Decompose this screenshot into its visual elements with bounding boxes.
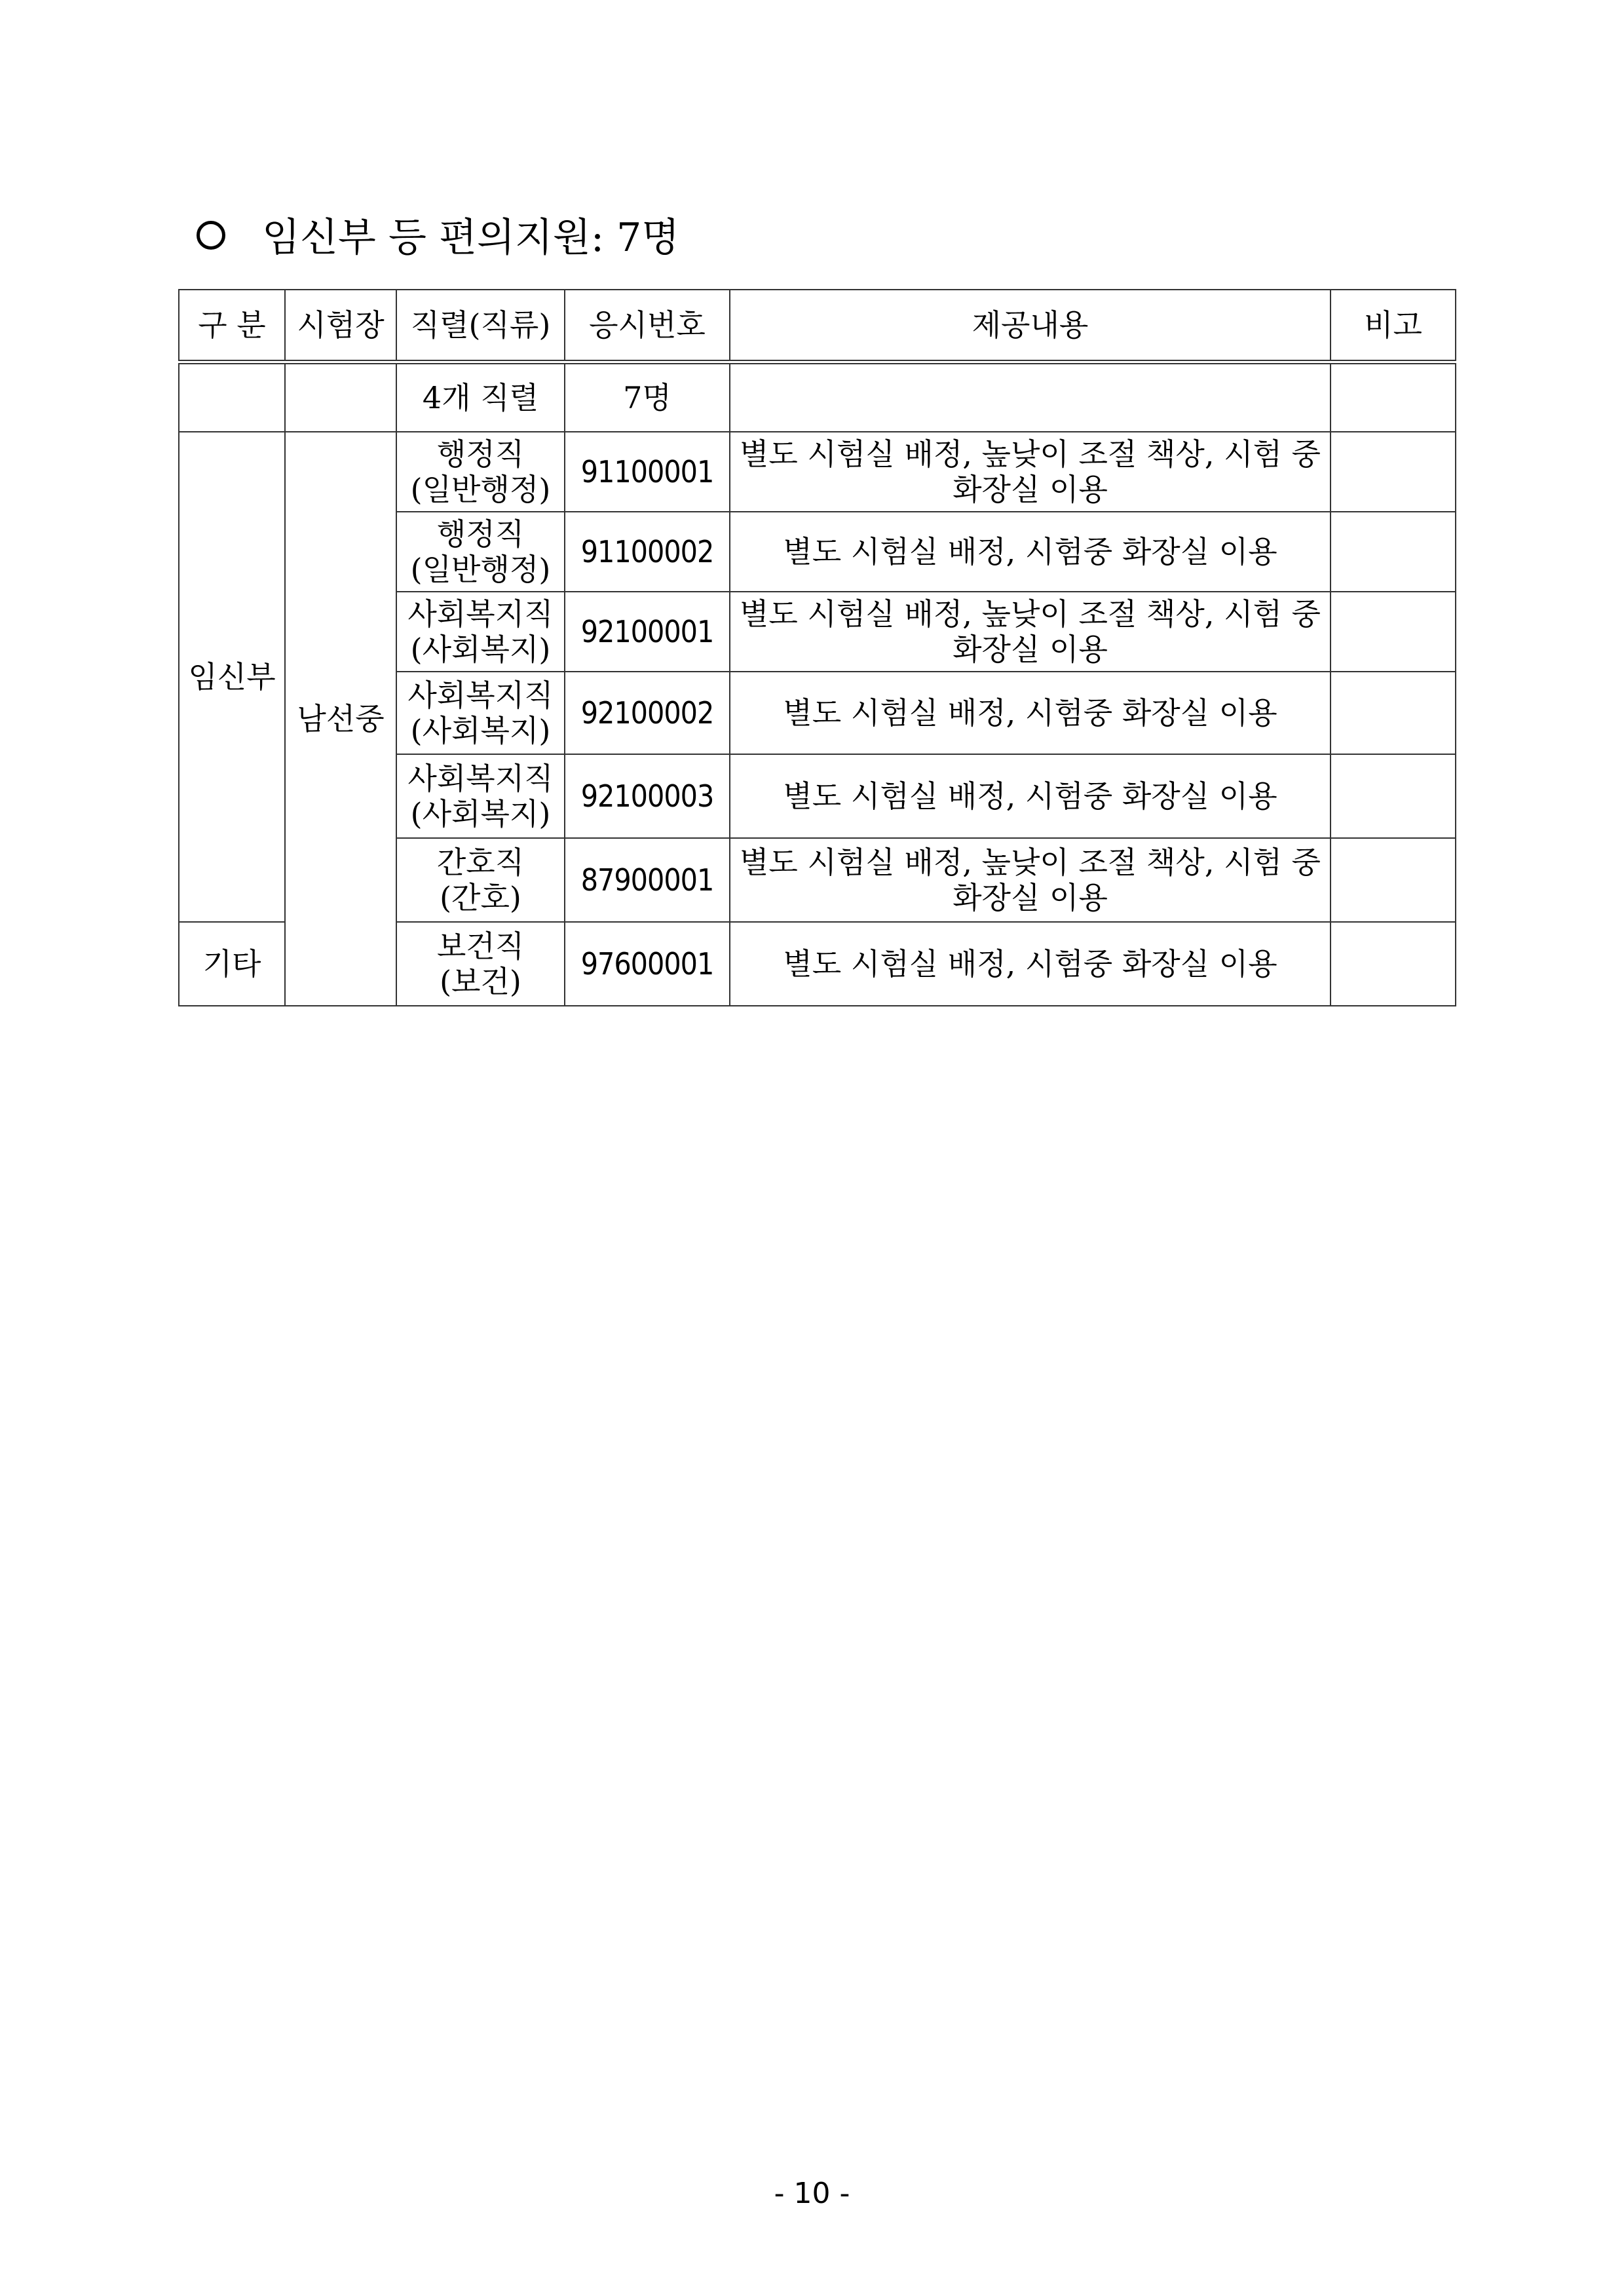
row-content: 별도 시험실 배정, 높낮이 조절 책상, 시험 중 화장실 이용 xyxy=(730,838,1331,922)
row-exam-number: 91100001 xyxy=(565,432,730,512)
row-note xyxy=(1331,754,1456,838)
group-other: 기타 xyxy=(179,922,285,1006)
header-content: 제공내용 xyxy=(730,290,1331,362)
row-exam-number: 92100003 xyxy=(565,754,730,838)
summary-site xyxy=(285,362,396,432)
row-exam-number: 92100001 xyxy=(565,592,730,672)
header-site: 시험장 xyxy=(285,290,396,362)
row-exam-number: 91100002 xyxy=(565,512,730,592)
row-note xyxy=(1331,672,1456,754)
summary-series: 4개 직렬 xyxy=(396,362,565,432)
row-exam-number: 87900001 xyxy=(565,838,730,922)
header-note: 비고 xyxy=(1331,290,1456,362)
summary-row xyxy=(179,362,1456,432)
section-heading-text: 임신부 등 편의지원: 7명 xyxy=(262,215,680,261)
row-content: 별도 시험실 배정, 높낮이 조절 책상, 시험 중 화장실 이용 xyxy=(730,592,1331,672)
row-content: 별도 시험실 배정, 시험중 화장실 이용 xyxy=(730,672,1331,754)
circle-bullet-icon xyxy=(197,221,225,250)
page-number: - 10 - xyxy=(774,2177,850,2210)
group-pregnant: 임신부 xyxy=(179,432,285,922)
row-exam-number: 92100002 xyxy=(565,672,730,754)
row-note xyxy=(1331,512,1456,592)
row-content: 별도 시험실 배정, 시험중 화장실 이용 xyxy=(730,754,1331,838)
summary-count: 7명 xyxy=(565,362,730,432)
header-category: 구 분 xyxy=(179,290,285,362)
summary-content xyxy=(730,362,1331,432)
row-content: 별도 시험실 배정, 시험중 화장실 이용 xyxy=(730,512,1331,592)
row-series: 간호직 (간호) xyxy=(396,838,565,922)
row-series: 사회복지직 (사회복지) xyxy=(396,592,565,672)
row-note xyxy=(1331,592,1456,672)
row-series: 행정직 (일반행정) xyxy=(396,432,565,512)
row-note xyxy=(1331,838,1456,922)
section-heading xyxy=(197,208,679,267)
row-content: 별도 시험실 배정, 시험중 화장실 이용 xyxy=(730,922,1331,1006)
summary-category xyxy=(179,362,285,432)
row-note xyxy=(1331,432,1456,512)
table-header-row xyxy=(179,290,1456,362)
row-series: 보건직 (보건) xyxy=(396,922,565,1006)
row-series: 사회복지직 (사회복지) xyxy=(396,754,565,838)
row-series: 사회복지직 (사회복지) xyxy=(396,672,565,754)
group-site: 남선중 xyxy=(285,432,396,1006)
row-exam-number: 97600001 xyxy=(565,922,730,1006)
row-series: 행정직 (일반행정) xyxy=(396,512,565,592)
row-content: 별도 시험실 배정, 높낮이 조절 책상, 시험 중 화장실 이용 xyxy=(730,432,1331,512)
table-row xyxy=(179,432,1456,512)
header-series: 직렬(직류) xyxy=(396,290,565,362)
summary-note xyxy=(1331,362,1456,432)
header-exam-number: 응시번호 xyxy=(565,290,730,362)
row-note xyxy=(1331,922,1456,1006)
support-table xyxy=(178,289,1456,1006)
